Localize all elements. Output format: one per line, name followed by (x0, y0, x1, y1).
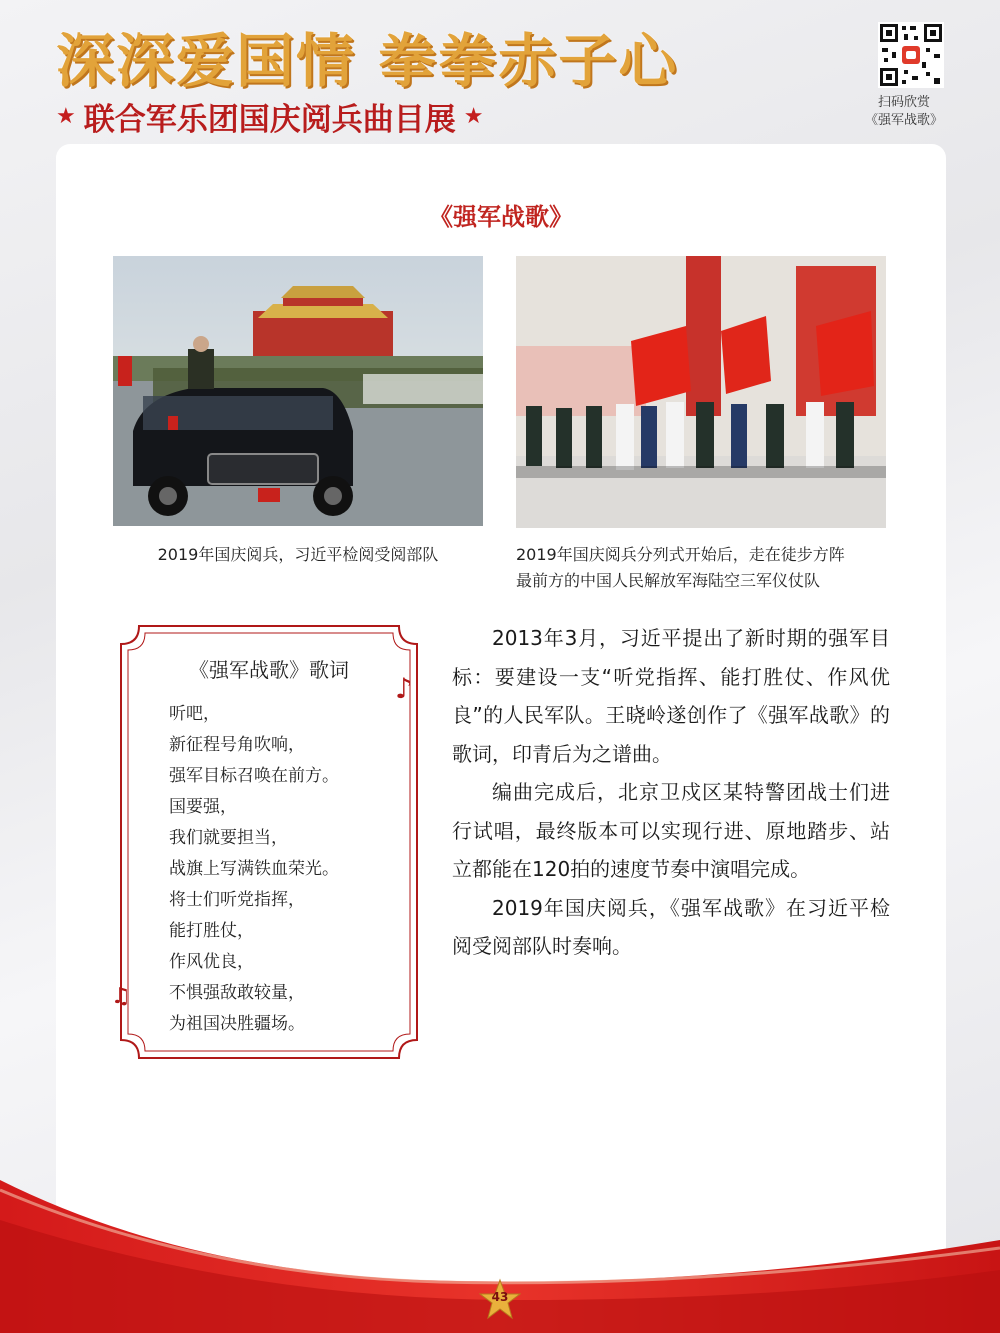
lyrics-line: 强军目标召唤在前方。 (169, 766, 339, 786)
parade-car-photo (113, 256, 483, 526)
star-icon: ★ (463, 104, 484, 129)
caption-line: 2019年国庆阅兵分列式开始后，走在徒步方阵 (516, 545, 845, 564)
article-paragraph: 2019年国庆阅兵，《强军战歌》在习近平检阅受阅部队时奏响。 (452, 895, 890, 958)
lyrics-line: 战旗上写满铁血荣光。 (169, 859, 339, 879)
lyrics-line: 作风优良， (169, 952, 254, 972)
lyrics-line: 能打胜仗， (169, 921, 254, 941)
lyrics-line: 不惧强敌敢较量， (169, 983, 305, 1003)
music-note-icon: ♫ (111, 984, 131, 1009)
lyrics-line: 我们就要担当， (169, 828, 288, 848)
qr-caption-line: 《强军战歌》 (864, 113, 943, 128)
qr-code[interactable] (878, 22, 944, 92)
qr-code-icon[interactable] (878, 22, 944, 88)
lyrics-line: 为祖国决胜疆场。 (169, 1014, 305, 1034)
content-card (56, 144, 946, 1314)
article-paragraph: 2013年3月，习近平提出了新时期的强军目标：要建设一支“听党指挥、能打胜仗、作风优良”的人民军队。王晓岭遂创作了《强军战歌》的歌词，印青后为之谱曲。 (452, 626, 890, 766)
lyrics-line: 将士们听党指挥， (169, 890, 305, 910)
caption-line: 最前方的中国人民解放军海陆空三军仪仗队 (516, 571, 821, 590)
honor-guard-photo (516, 256, 886, 528)
lyrics-line: 听吧， (169, 704, 220, 724)
music-note-icon: ♪ (395, 672, 413, 705)
page-number: 43 (491, 1290, 509, 1304)
lyrics-list (169, 699, 409, 1040)
page-main-title: 深深爱国情 拳拳赤子心 (56, 27, 679, 95)
lyrics-line: 新征程号角吹响， (169, 735, 305, 755)
photo-caption (516, 542, 896, 594)
lyrics-title: 《强军战歌》歌词 (189, 658, 349, 682)
article-paragraph: 编曲完成后，北京卫戍区某特警团战士们进行试唱，最终版本可以实现行进、原地踏步、站立都能在120拍的速度节奏中演唱完成。 (452, 780, 890, 881)
qr-caption (856, 94, 952, 130)
photo-caption: 2019年国庆阅兵，习近平检阅受阅部队 (157, 545, 439, 564)
lyrics-line: 国要强， (169, 797, 237, 817)
qr-caption-line: 扫码欣赏 (877, 95, 930, 110)
page-subtitle (56, 94, 483, 139)
lyrics-box (111, 624, 419, 1060)
article-body (452, 619, 890, 966)
star-icon: ★ (56, 104, 76, 129)
subtitle-text: 联合军乐团国庆阅兵曲目展 (83, 102, 456, 138)
song-title: 《强军战歌》 (429, 203, 573, 231)
